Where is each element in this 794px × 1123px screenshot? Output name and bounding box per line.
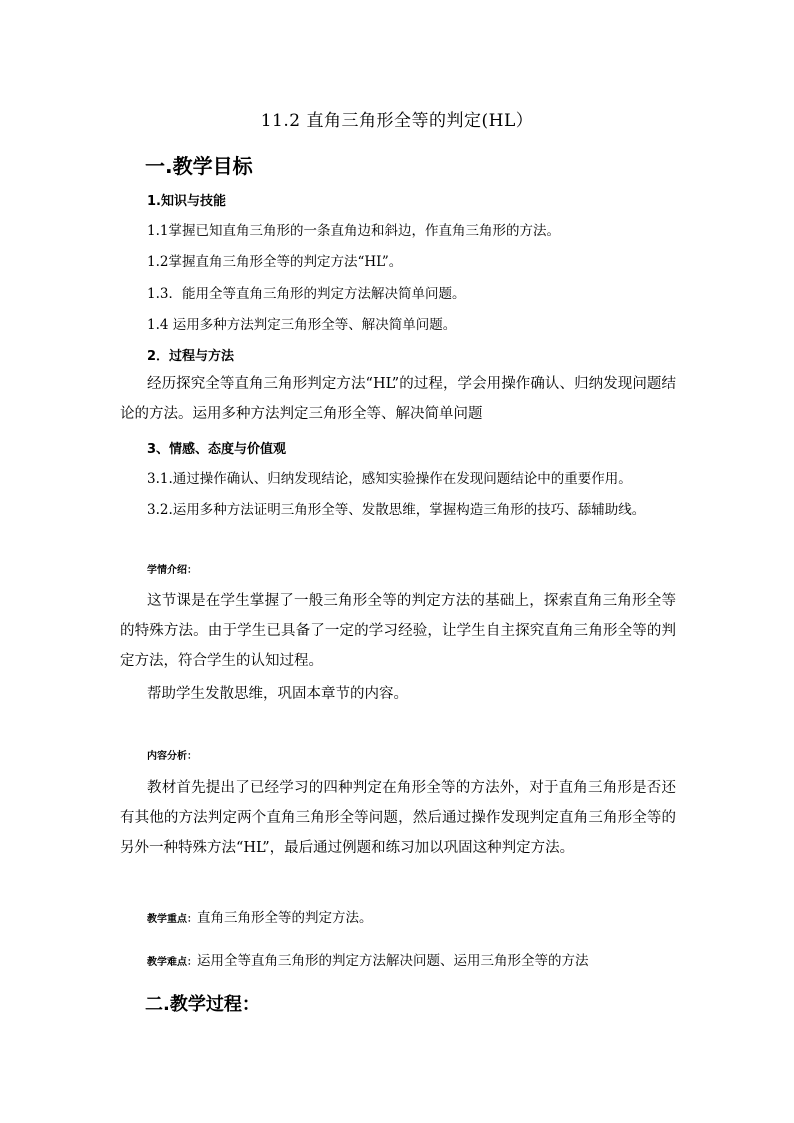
- section-heading-process: 二.教学过程：: [145, 994, 260, 1015]
- knowledge-item: 1.2掌握直角三角形全等的判定方法“HL”。: [147, 254, 403, 270]
- key-point-line: [147, 906, 373, 926]
- difficult-point-label: 教学难点：: [147, 957, 197, 968]
- process-paragraph: 经历探究全等直角三角形判定方法“HL”的过程，学会用操作确认、归纳发现问题结论的方法。运用多种方法判定三角形全等、解决简单问题: [120, 376, 676, 422]
- key-point-text: 直角三角形全等的判定方法。: [197, 910, 373, 926]
- subheading-emotion: 3、情感、态度与价值观: [147, 442, 287, 457]
- learning-paragraph: 这节课是在学生掌握了一般三角形全等的判定方法的基础上，探索直角三角形全等的特殊方法。由于学生已具备了一定的学习经验，让学生自主探究直角三角形全等的判定方法，符合学生的认知过程。: [120, 593, 676, 669]
- knowledge-item: 1.1掌握已知直角三角形的一条直角边和斜边，作直角三角形的方法。: [147, 223, 560, 239]
- knowledge-item: 1.3．能用全等直角三角形的判定方法解决简单问题。: [147, 286, 466, 302]
- emotion-item: 3.1.通过操作确认、归纳发现结论，感知实验操作在发现问题结论中的重要作用。: [147, 471, 632, 487]
- difficult-point-line: [147, 949, 589, 969]
- document-title: 11.2 直角三角形全等的判定(HL）: [260, 111, 534, 131]
- subheading-knowledge: 1.知识与技能: [147, 194, 226, 209]
- key-point-label: 教学重点：: [147, 914, 197, 925]
- learning-paragraph-2: 帮助学生发散思维，巩固本章节的内容。: [147, 686, 408, 702]
- emotion-item: 3.2.运用多种方法证明三角形全等、发散思维，掌握构造三角形的技巧、舔辅助线。: [147, 502, 646, 518]
- knowledge-item: 1.4 运用多种方法判定三角形全等、解决简单问题。: [147, 317, 457, 333]
- content-paragraph: 教材首先提出了已经学习的四种判定在角形全等的方法外，对于直角三角形是否还有其他的方法判定两个直角三角形全等问题，然后通过操作发现判定直角三角形全等的另外一种特殊方法“HL”，最后通过例题和练习加以巩固这种判定方法。: [120, 780, 676, 856]
- subheading-process: 2．过程与方法: [147, 349, 235, 364]
- content-label: 内容分析：: [147, 751, 197, 762]
- learning-label: 学情介绍：: [147, 565, 197, 576]
- section-heading-objectives: 一.教学目标: [145, 154, 253, 178]
- difficult-point-text: 运用全等直角三角形的判定方法解决问题、运用三角形全等的方法: [197, 953, 589, 969]
